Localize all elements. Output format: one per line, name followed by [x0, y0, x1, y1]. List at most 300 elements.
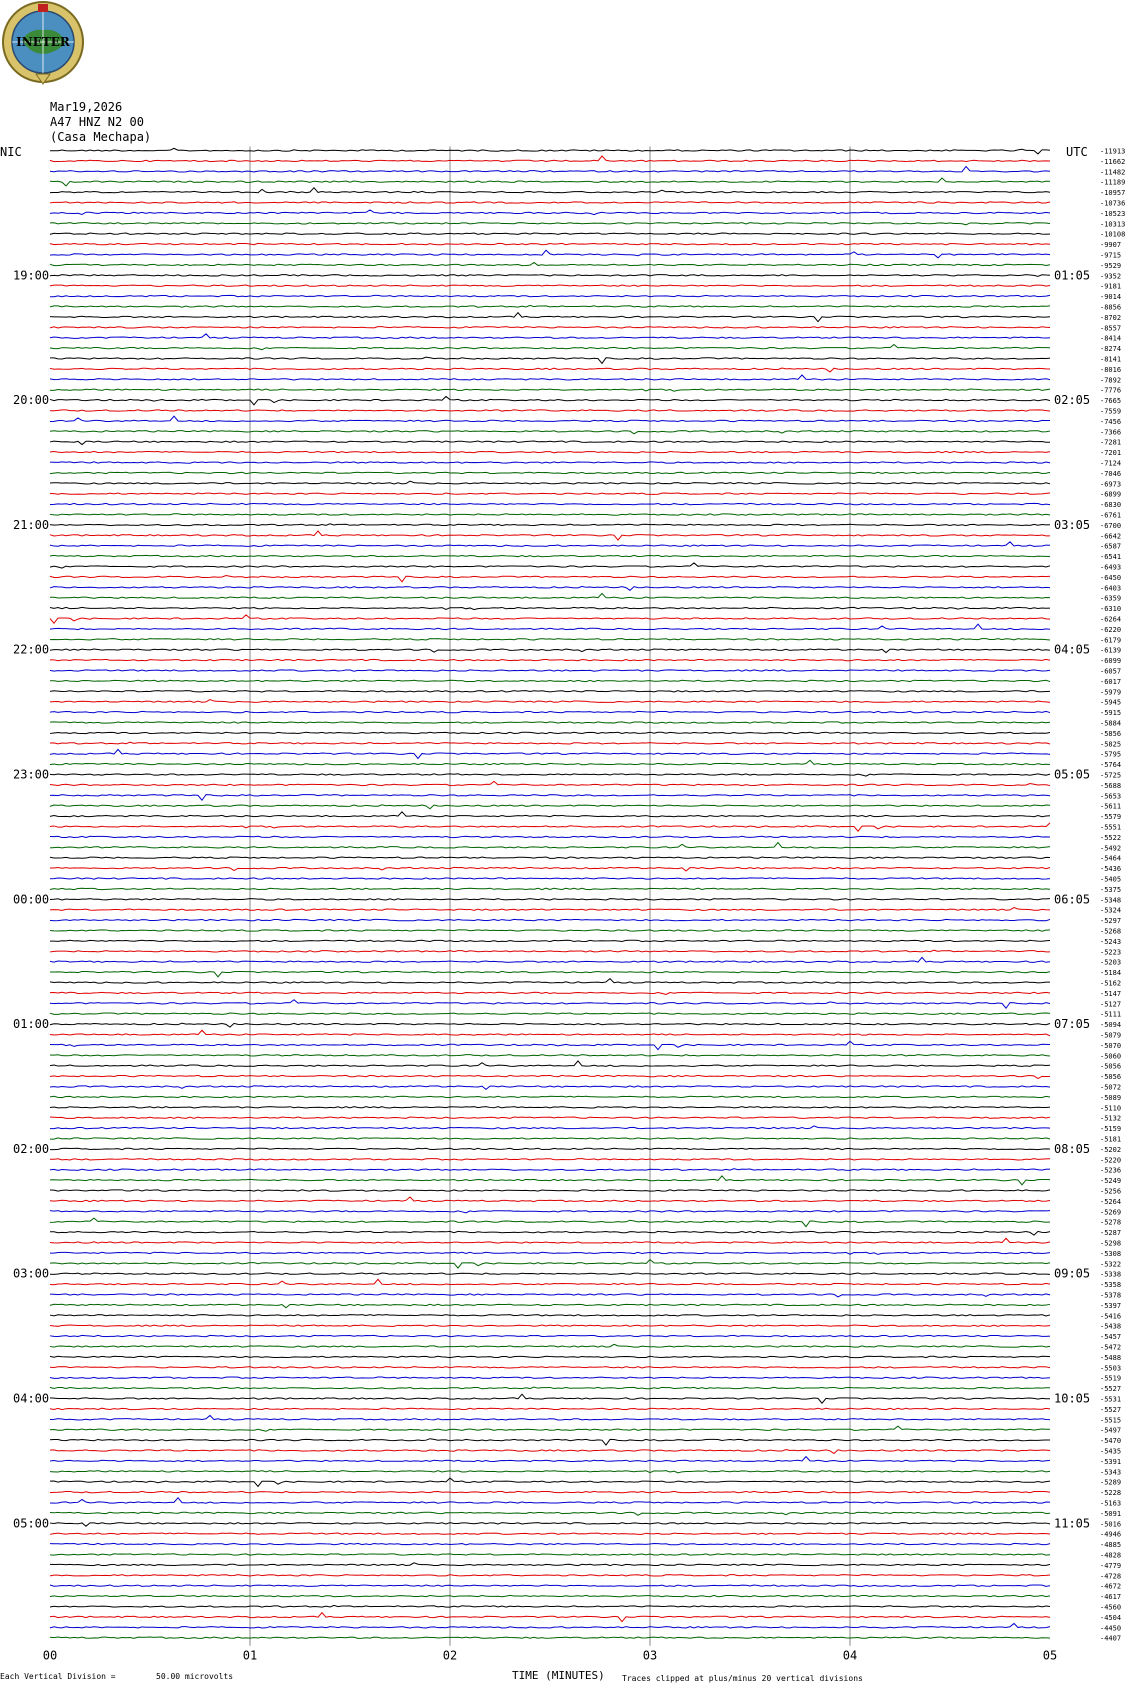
seismic-trace [50, 1273, 1050, 1274]
trace-offset-label: -5375 [1100, 885, 1122, 894]
right-hour-label: 02:05 [1054, 393, 1091, 408]
trace-offset-label: -5236 [1100, 1166, 1122, 1175]
trace-offset-label: -6139 [1100, 646, 1122, 655]
seismic-trace [50, 1563, 1050, 1566]
trace-offset-label: -11913 [1100, 147, 1126, 156]
left-hour-label: 20:00 [13, 393, 50, 408]
trace-offset-label: -5111 [1100, 1010, 1122, 1019]
left-hour-label: 21:00 [13, 517, 50, 532]
left-hour-label: 05:00 [13, 1516, 50, 1531]
seismic-trace [50, 957, 1050, 962]
seismic-trace [50, 1013, 1050, 1014]
seismic-trace [50, 586, 1050, 590]
right-hour-label: 04:05 [1054, 642, 1091, 657]
trace-offset-label: -5825 [1100, 740, 1122, 749]
trace-offset-label: -4885 [1100, 1541, 1122, 1550]
trace-offset-label: -5503 [1100, 1364, 1122, 1373]
seismic-trace [50, 524, 1050, 526]
right-hour-label: 05:05 [1054, 767, 1091, 782]
seismic-trace [50, 711, 1050, 712]
right-hour-label: 10:05 [1054, 1391, 1091, 1406]
seismic-trace [50, 732, 1050, 733]
x-tick-label: 04 [842, 1648, 858, 1663]
trace-offset-label: -5324 [1100, 906, 1122, 915]
seismic-trace [50, 836, 1050, 837]
seismic-trace [50, 202, 1050, 203]
seismic-trace [50, 514, 1050, 515]
seismic-trace [50, 670, 1050, 671]
seismic-trace [50, 441, 1050, 445]
seismic-trace [50, 431, 1050, 434]
trace-offset-label: -6642 [1100, 532, 1122, 541]
trace-offset-label: -7559 [1100, 407, 1122, 416]
trace-offset-label: -5397 [1100, 1301, 1122, 1310]
seismic-trace [50, 410, 1050, 411]
left-hour-label: 01:00 [13, 1017, 50, 1032]
seismic-trace [50, 1344, 1050, 1347]
trace-offset-label: -5132 [1100, 1114, 1122, 1123]
seismic-trace [50, 166, 1050, 172]
trace-offset-label: -5220 [1100, 1156, 1122, 1165]
seismic-trace [50, 607, 1050, 609]
seismic-trace [50, 531, 1050, 540]
seismic-trace [50, 1086, 1050, 1090]
right-hour-label: 06:05 [1054, 892, 1091, 907]
seismic-trace [50, 262, 1050, 265]
seismic-trace [50, 805, 1050, 809]
seismic-trace [50, 1030, 1050, 1036]
trace-offset-label: -5405 [1100, 875, 1122, 884]
trace-offset-label: -5228 [1100, 1489, 1122, 1498]
trace-offset-label: -7892 [1100, 376, 1122, 385]
seismic-trace [50, 1512, 1050, 1515]
logo-text: INETER [16, 35, 70, 49]
trace-offset-label: -9014 [1100, 293, 1122, 302]
seismic-trace [50, 1523, 1050, 1527]
trace-offset-label: -8557 [1100, 324, 1122, 333]
trace-offset-label: -5163 [1100, 1499, 1122, 1508]
seismic-trace [50, 313, 1050, 322]
trace-offset-label: -5884 [1100, 719, 1122, 728]
trace-offset-label: -8141 [1100, 355, 1122, 364]
station-location: (Casa Mechapa) [50, 130, 152, 144]
seismic-trace [50, 396, 1050, 404]
trace-offset-label: -5457 [1100, 1333, 1122, 1342]
seismic-trace [50, 867, 1050, 871]
seismic-trace [50, 1075, 1050, 1078]
seismic-trace [50, 1426, 1050, 1431]
seismic-trace [50, 1238, 1050, 1243]
trace-offset-label: -5264 [1100, 1197, 1122, 1206]
seismic-trace [50, 940, 1050, 941]
seismic-trace [50, 722, 1050, 723]
seismic-trace [50, 888, 1050, 889]
trace-offset-label: -5725 [1100, 771, 1122, 780]
seismic-trace [50, 503, 1050, 504]
trace-offset-label: -4728 [1100, 1572, 1122, 1581]
seismic-trace [50, 639, 1050, 640]
seismic-trace [50, 700, 1050, 703]
right-hour-label: 09:05 [1054, 1266, 1091, 1281]
seismic-trace [50, 1387, 1050, 1389]
trace-offset-label: -5184 [1100, 969, 1122, 978]
seismic-trace [50, 1252, 1050, 1254]
trace-offset-label: -5915 [1100, 709, 1122, 718]
trace-offset-label: -5979 [1100, 688, 1122, 697]
seismic-trace [50, 1543, 1050, 1544]
trace-offset-label: -5795 [1100, 750, 1122, 759]
trace-offset-label: -5358 [1100, 1281, 1122, 1290]
seismic-trace [50, 357, 1050, 363]
trace-offset-label: -5298 [1100, 1239, 1122, 1248]
trace-offset-label: -6017 [1100, 677, 1122, 686]
x-tick-label: 00 [42, 1648, 58, 1663]
seismic-trace [50, 555, 1050, 556]
trace-offset-label: -5159 [1100, 1125, 1122, 1134]
trace-offset-label: -6264 [1100, 615, 1122, 624]
trace-offset-label: -5147 [1100, 989, 1122, 998]
right-hour-label: 03:05 [1054, 517, 1091, 532]
trace-offset-label: -11482 [1100, 168, 1126, 177]
seismic-trace [50, 1637, 1050, 1638]
trace-offset-label: -5579 [1100, 813, 1122, 822]
trace-offset-label: -5256 [1100, 1187, 1122, 1196]
seismic-trace [50, 1325, 1050, 1326]
seismic-trace [50, 1605, 1050, 1607]
trace-offset-label: -9715 [1100, 251, 1122, 260]
seismic-trace [50, 1061, 1050, 1066]
trace-offset-label: -5551 [1100, 823, 1122, 832]
seismic-trace [50, 389, 1050, 391]
seismic-trace [50, 992, 1050, 994]
left-hour-label: 04:00 [13, 1391, 50, 1406]
trace-offset-label: -4779 [1100, 1561, 1122, 1570]
seismic-trace [50, 481, 1050, 484]
seismic-trace [50, 1585, 1050, 1586]
seismic-trace [50, 950, 1050, 952]
trace-offset-label: -6403 [1100, 584, 1122, 593]
right-hour-label: 08:05 [1054, 1141, 1091, 1156]
trace-offset-label: -6493 [1100, 563, 1122, 572]
seismic-trace [50, 1595, 1050, 1596]
trace-offset-label: -6450 [1100, 573, 1122, 582]
left-hour-label: 00:00 [13, 892, 50, 907]
trace-offset-label: -9181 [1100, 282, 1122, 291]
seismic-trace [50, 1231, 1050, 1235]
scale-value: 50.00 microvolts [156, 1672, 234, 1681]
seismic-trace [50, 210, 1050, 215]
trace-offset-label: -6973 [1100, 480, 1122, 489]
seismic-trace [50, 1211, 1050, 1213]
trace-offset-label: -6220 [1100, 625, 1122, 634]
trace-offset-label: -6359 [1100, 594, 1122, 603]
time-labels [13, 148, 1125, 1663]
seismic-trace [50, 1190, 1050, 1191]
trace-offset-label: -5945 [1100, 698, 1122, 707]
seismic-trace [50, 1457, 1050, 1462]
trace-offset-label: -5268 [1100, 927, 1122, 936]
seismic-trace [50, 1498, 1050, 1503]
scale-label: Each Vertical Division = [0, 1672, 116, 1681]
seismic-trace [50, 1279, 1050, 1284]
x-tick-label: 01 [242, 1648, 258, 1663]
trace-offset-label: -5056 [1100, 1062, 1122, 1071]
left-hour-label: 02:00 [13, 1141, 50, 1156]
trace-offset-label: -5223 [1100, 948, 1122, 957]
trace-offset-label: -7281 [1100, 438, 1122, 447]
trace-offset-label: -5348 [1100, 896, 1122, 905]
trace-offset-label: -5497 [1100, 1426, 1122, 1435]
trace-offset-label: -4560 [1100, 1603, 1122, 1612]
seismic-trace [50, 1315, 1050, 1316]
trace-offset-label: -5278 [1100, 1218, 1122, 1227]
seismic-trace [50, 1159, 1050, 1160]
seismic-trace [50, 188, 1050, 193]
seismic-trace [50, 1041, 1050, 1049]
trace-offset-label: -5416 [1100, 1312, 1122, 1321]
trace-offset-label: -5289 [1100, 1478, 1122, 1487]
seismic-trace [50, 1471, 1050, 1473]
seismic-trace [50, 1478, 1050, 1486]
seismic-trace [50, 233, 1050, 234]
trace-offset-label: -5070 [1100, 1041, 1122, 1050]
seismic-trace [50, 930, 1050, 931]
trace-offset-label: -5611 [1100, 802, 1122, 811]
trace-offset-label: -8016 [1100, 365, 1122, 374]
trace-offset-label: -7776 [1100, 386, 1122, 395]
trace-offset-label: -6899 [1100, 490, 1122, 499]
seismic-trace [50, 1575, 1050, 1576]
trace-offset-label: -11189 [1100, 178, 1126, 187]
trace-offset-label: -5094 [1100, 1021, 1122, 1030]
trace-offset-label: -5688 [1100, 781, 1122, 790]
seismic-trace [50, 178, 1050, 186]
trace-offset-label: -10736 [1100, 199, 1126, 208]
trace-offset-label: -6099 [1100, 657, 1122, 666]
seismic-trace [50, 1197, 1050, 1202]
right-timezone-label: UTC [1066, 145, 1088, 159]
station-code: A47 HNZ N2 00 [50, 115, 144, 129]
trace-offset-label: -5519 [1100, 1374, 1122, 1383]
trace-offset-label: -6057 [1100, 667, 1122, 676]
trace-offset-label: -5378 [1100, 1291, 1122, 1300]
seismic-trace [50, 1613, 1050, 1622]
trace-offset-label: -6587 [1100, 542, 1122, 551]
trace-offset-label: -7124 [1100, 459, 1122, 468]
trace-offset-label: -5060 [1100, 1052, 1122, 1061]
seismic-trace [50, 493, 1050, 494]
seismic-trace [50, 624, 1050, 629]
seismic-trace [50, 1126, 1050, 1129]
trace-offset-label: -5308 [1100, 1249, 1122, 1258]
trace-offset-label: -8274 [1100, 345, 1122, 354]
trace-offset-label: -5287 [1100, 1229, 1122, 1238]
trace-offset-label: -5243 [1100, 937, 1122, 946]
seismic-trace [50, 760, 1050, 765]
seismic-trace [50, 1335, 1050, 1336]
trace-offset-label: -5531 [1100, 1395, 1122, 1404]
seismic-trace [50, 148, 1050, 154]
trace-offset-label: -5127 [1100, 1000, 1122, 1009]
trace-offset-label: -5438 [1100, 1322, 1122, 1331]
trace-offset-label: -5522 [1100, 833, 1122, 842]
trace-offset-label: -6700 [1100, 521, 1122, 530]
seismic-trace [50, 305, 1050, 307]
left-hour-label: 23:00 [13, 767, 50, 782]
seismic-trace [50, 1439, 1050, 1445]
trace-offset-label: -11662 [1100, 157, 1126, 166]
trace-offset-label: -8414 [1100, 334, 1122, 343]
trace-offset-label: -5072 [1100, 1083, 1122, 1092]
trace-offset-label: -5162 [1100, 979, 1122, 988]
trace-offset-label: -5181 [1100, 1135, 1122, 1144]
seismic-trace [50, 1218, 1050, 1226]
trace-offset-label: -5202 [1100, 1145, 1122, 1154]
trace-offset-label: -5297 [1100, 917, 1122, 926]
trace-offset-label: -6541 [1100, 553, 1122, 562]
trace-offset-label: -4407 [1100, 1634, 1122, 1643]
x-tick-label: 02 [442, 1648, 458, 1663]
left-timezone-label: NIC [0, 145, 22, 159]
clip-note: Traces clipped at plus/minus 20 vertical divisions [622, 1674, 863, 1683]
seismic-trace [50, 857, 1050, 858]
seismic-trace [50, 795, 1050, 801]
seismic-trace [50, 576, 1050, 582]
seismic-trace [50, 1023, 1050, 1027]
trace-offset-label: -4828 [1100, 1551, 1122, 1560]
seismic-trace [50, 472, 1050, 473]
trace-offset-label: -10108 [1100, 230, 1126, 239]
seismic-trace [50, 250, 1050, 258]
seismic-trace [50, 680, 1050, 681]
right-hour-label: 11:05 [1054, 1516, 1091, 1531]
trace-offset-label: -5488 [1100, 1353, 1122, 1362]
seismic-trace [50, 1138, 1050, 1139]
trace-offset-label: -5470 [1100, 1437, 1122, 1446]
seismic-trace [50, 1554, 1050, 1555]
seismic-trace [50, 334, 1050, 339]
seismic-trace [50, 156, 1050, 162]
trace-offset-label: -5436 [1100, 865, 1122, 874]
trace-offset-label: -5249 [1100, 1177, 1122, 1186]
seismic-trace [50, 368, 1050, 372]
left-hour-label: 19:00 [13, 268, 50, 283]
trace-offset-label: -5322 [1100, 1260, 1122, 1269]
seismic-trace [50, 1117, 1050, 1118]
seismic-trace [50, 1000, 1050, 1008]
seismic-trace [50, 1356, 1050, 1357]
seismic-trace [50, 327, 1050, 328]
seismic-trace [50, 275, 1050, 277]
seismic-trace [50, 1169, 1050, 1171]
x-tick-label: 03 [642, 1648, 658, 1663]
minute-gridlines [250, 147, 850, 1646]
trace-offset-label: -4617 [1100, 1593, 1122, 1602]
seismic-trace [50, 971, 1050, 976]
seismic-trace [50, 295, 1050, 296]
x-axis-title: TIME (MINUTES) [512, 1669, 605, 1682]
seismic-trace [50, 1304, 1050, 1308]
seismic-trace [50, 451, 1050, 452]
trace-offset-label: -5016 [1100, 1520, 1122, 1529]
trace-offset-label: -4450 [1100, 1624, 1122, 1633]
trace-offset-label: -9529 [1100, 261, 1122, 270]
seismic-trace [50, 1408, 1050, 1409]
seismic-trace [50, 749, 1050, 758]
seismic-trace [50, 1294, 1050, 1297]
trace-offset-label: -10957 [1100, 189, 1126, 198]
seismic-trace [50, 375, 1050, 380]
seismic-trace [50, 979, 1050, 984]
trace-offset-label: -5856 [1100, 729, 1122, 738]
trace-offset-label: -5079 [1100, 1031, 1122, 1040]
seismic-trace [50, 563, 1050, 568]
trace-offset-label: -5515 [1100, 1416, 1122, 1425]
seismic-trace [50, 1533, 1050, 1534]
seismic-trace [50, 615, 1050, 623]
trace-offset-label: -5391 [1100, 1457, 1122, 1466]
trace-offset-label: -5343 [1100, 1468, 1122, 1477]
seismic-trace [50, 1377, 1050, 1378]
seismic-trace [50, 223, 1050, 225]
seismic-trace [50, 462, 1050, 463]
seismic-trace [50, 823, 1050, 831]
seismic-traces [50, 148, 1050, 1638]
seismic-trace [50, 1148, 1050, 1149]
seismic-trace [50, 812, 1050, 817]
seismic-trace [50, 908, 1050, 911]
trace-offset-label: -5269 [1100, 1208, 1122, 1217]
trace-offset-label: -5203 [1100, 958, 1122, 967]
trace-offset-label: -6830 [1100, 501, 1122, 510]
seismic-trace [50, 345, 1050, 350]
left-hour-label: 03:00 [13, 1266, 50, 1281]
trace-offset-label: -5527 [1100, 1385, 1122, 1394]
trace-offset-label: -6761 [1100, 511, 1122, 520]
seismic-trace [50, 1491, 1050, 1492]
seismic-trace [50, 774, 1050, 776]
seismic-trace [50, 1415, 1050, 1420]
seismic-trace [50, 843, 1050, 848]
trace-offset-label: -10523 [1100, 209, 1126, 218]
trace-offset-label: -10313 [1100, 220, 1126, 229]
seismic-trace [50, 593, 1050, 598]
trace-offset-label: -9907 [1100, 241, 1122, 250]
trace-offset-label: -5435 [1100, 1447, 1122, 1456]
trace-offset-label: -5492 [1100, 844, 1122, 853]
x-tick-label: 05 [1042, 1648, 1058, 1663]
right-hour-label: 07:05 [1054, 1017, 1091, 1032]
seismic-trace [50, 691, 1050, 692]
seismic-trace [50, 1367, 1050, 1368]
trace-offset-label: -6310 [1100, 605, 1122, 614]
trace-offset-label: -7665 [1100, 397, 1122, 406]
trace-offset-label: -6179 [1100, 636, 1122, 645]
seismic-trace [50, 919, 1050, 920]
seismic-trace [50, 1450, 1050, 1454]
trace-offset-label: -5091 [1100, 1509, 1122, 1518]
seismic-trace [50, 742, 1050, 744]
trace-offset-label: -5764 [1100, 761, 1122, 770]
seismic-trace [50, 659, 1050, 660]
seismic-trace [50, 285, 1050, 286]
trace-offset-label: -4672 [1100, 1582, 1122, 1591]
seismic-trace [50, 649, 1050, 653]
seismic-trace [50, 1260, 1050, 1268]
trace-offset-label: -7366 [1100, 428, 1122, 437]
seismic-trace [50, 781, 1050, 785]
seismic-trace [50, 1394, 1050, 1403]
